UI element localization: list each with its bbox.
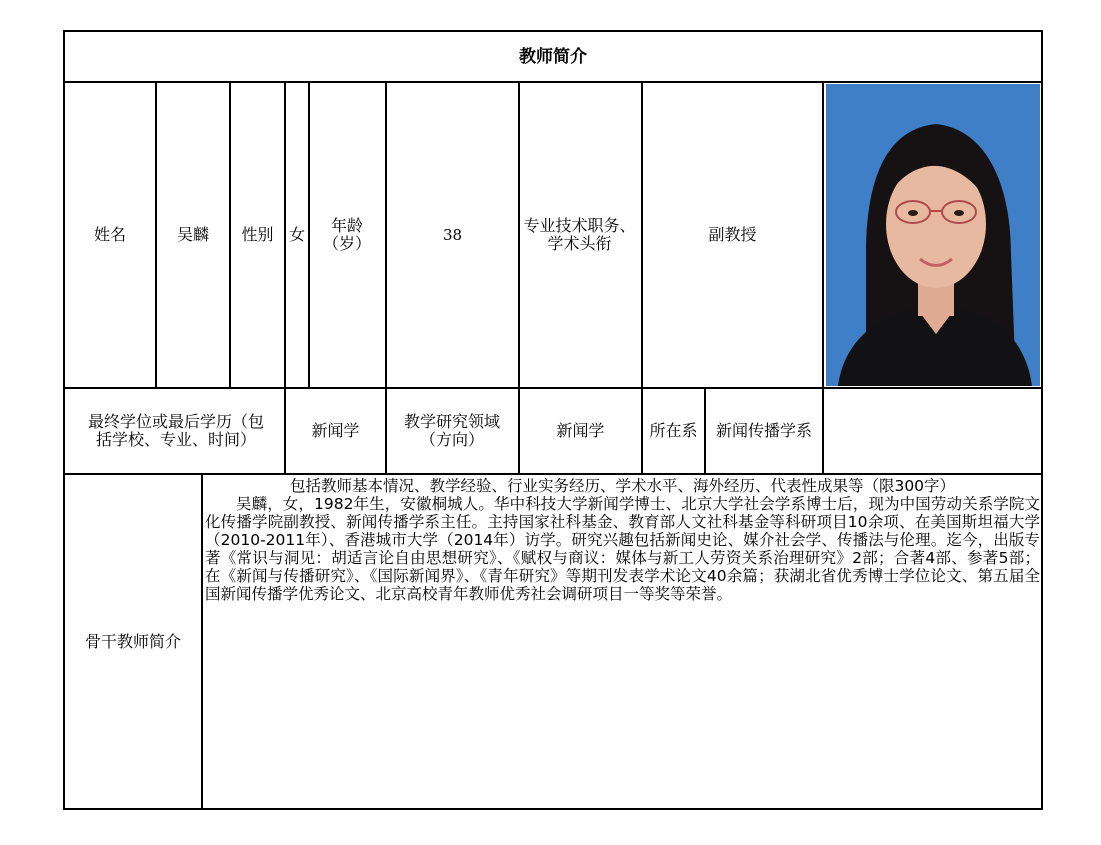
intro-body: 吴麟，女，1982年生，安徽桐城人。华中科技大学新闻学博士、北京大学社会学系博士后，现为中国劳动关系学院文化传播学院副教授、新闻传播学系主任。主持国家社科基金、教育部人文社科基金等科研项目10余项、在美国斯坦福大学（2010-2011年）、香港城市大学（2014年）访学。研究兴趣包括新闻史论、媒介社会学、传播法与伦理。迄今，出版专著《常识与洞见：胡适言论自由思想研究》、《赋权与商议：媒体与新工人劳资关系治理研究》2部；合著4部、参著5部；在《新闻与传播研究》、《国际新闻界》、《青年研究》等期刊发表学术论文40余篇；获湖北省优秀博士学位论文、第五届全国新闻传播学优秀论文、北京高校青年教师优秀社会调研项目一等奖等荣誉。 bbox=[205, 495, 1040, 603]
gender-value: 女 bbox=[288, 225, 305, 244]
table-border-bottom bbox=[63, 808, 1043, 810]
teacher-photo bbox=[826, 84, 1040, 386]
table-rule-row2 bbox=[63, 473, 1043, 475]
title-value: 副教授 bbox=[708, 225, 757, 244]
row1-divider bbox=[822, 81, 824, 389]
age-label: 年龄（岁） bbox=[322, 216, 371, 253]
intro-label: 骨干教师简介 bbox=[84, 631, 181, 651]
teacher-intro bbox=[205, 477, 1040, 603]
dept-value: 新闻传播学系 bbox=[715, 421, 812, 440]
field-value: 新闻学 bbox=[556, 421, 605, 440]
table-border-right bbox=[1041, 30, 1043, 810]
title-label: 专业技术职务、学术头衔 bbox=[523, 216, 636, 253]
dept-label: 所在系 bbox=[649, 421, 698, 440]
degree-value: 新闻学 bbox=[311, 421, 360, 440]
table-title: 教师简介 bbox=[519, 46, 587, 67]
degree-label: 最终学位或最后学历（包括学校、专业、时间） bbox=[87, 412, 264, 449]
row1-divider bbox=[518, 81, 520, 389]
row3-divider bbox=[201, 473, 203, 810]
row2-divider bbox=[385, 387, 387, 475]
name-label: 姓名 bbox=[93, 225, 126, 244]
name-value: 吴麟 bbox=[176, 225, 209, 244]
row1-divider bbox=[308, 81, 310, 389]
gender-label: 性别 bbox=[241, 225, 274, 244]
field-label: 教学研究领域（方向） bbox=[403, 412, 500, 449]
intro-header: 包括教师基本情况、教学经验、行业实务经历、学术水平、海外经历、代表性成果等（限300字） bbox=[289, 477, 956, 495]
age-value: 38 bbox=[442, 226, 463, 244]
row2-divider bbox=[822, 387, 824, 475]
